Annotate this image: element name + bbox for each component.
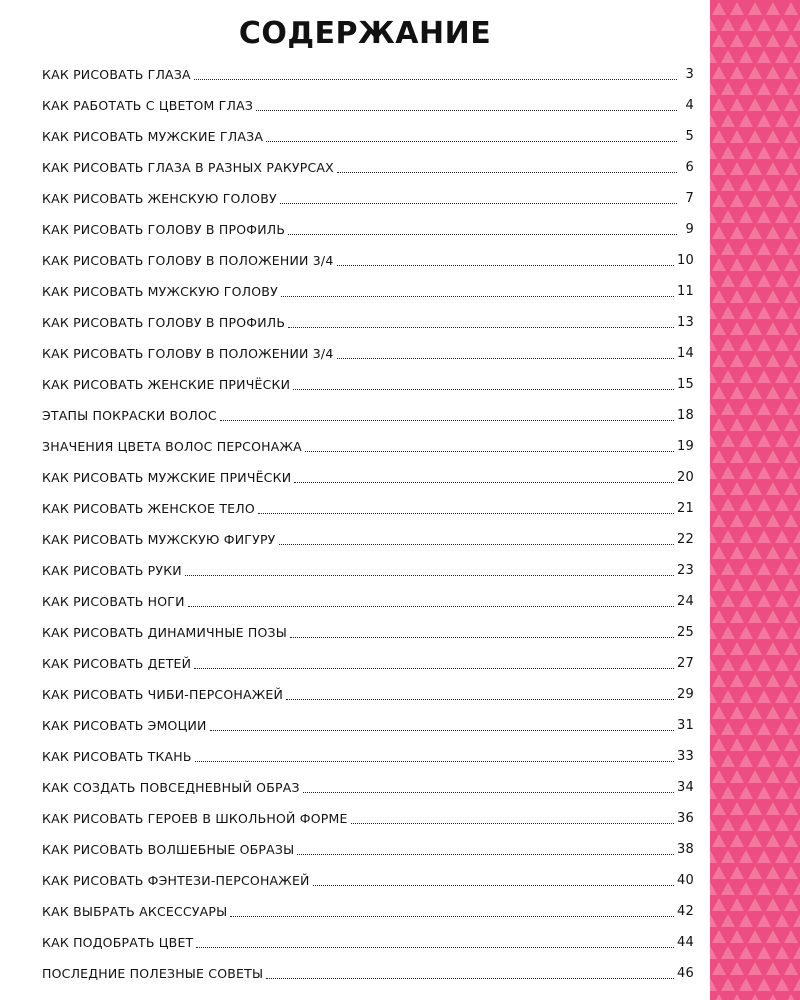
toc-entry[interactable]	[42, 150, 694, 181]
toc-entry-title: КАК РАБОТАТЬ С ЦВЕТОМ ГЛАЗ	[42, 98, 254, 113]
dot-leader	[351, 823, 674, 824]
dot-leader	[220, 420, 674, 421]
toc-entry-page-number: 21	[677, 501, 694, 516]
toc-entry[interactable]	[42, 305, 694, 336]
toc-entry-title: КАК РИСОВАТЬ ЖЕНСКОЕ ТЕЛО	[42, 501, 255, 516]
toc-entry-page-number: 20	[677, 470, 694, 485]
toc-entry-page-number: 4	[685, 98, 694, 113]
dot-leader	[286, 699, 674, 700]
toc-entry-page-number: 6	[685, 160, 694, 175]
toc-entry[interactable]	[42, 212, 694, 243]
dot-leader	[266, 141, 677, 142]
dot-leader	[210, 730, 674, 731]
toc-entry-page-number: 9	[685, 222, 694, 237]
dot-leader	[313, 885, 674, 886]
dot-leader	[194, 79, 677, 80]
dot-leader	[185, 575, 674, 576]
toc-entry-title: КАК РИСОВАТЬ МУЖСКИЕ ГЛАЗА	[42, 129, 264, 144]
toc-entry[interactable]	[42, 119, 694, 150]
toc-entry-page-number: 14	[677, 346, 694, 361]
toc-entry[interactable]	[42, 925, 694, 956]
toc-entry-page-number: 10	[677, 253, 694, 268]
toc-entry[interactable]	[42, 553, 694, 584]
toc-entry-title: КАК РИСОВАТЬ ГЛАЗА	[42, 67, 191, 82]
toc-entry-page-number: 19	[677, 439, 694, 454]
dot-leader	[337, 358, 675, 359]
toc-entry-title: КАК РИСОВАТЬ ГОЛОВУ В ПОЛОЖЕНИИ 3/4	[42, 253, 334, 268]
toc-entry-page-number: 34	[677, 780, 694, 795]
page-title: СОДЕРЖАНИЕ	[238, 16, 492, 51]
toc-entry-title: ЭТАПЫ ПОКРАСКИ ВОЛОС	[42, 408, 217, 423]
toc-entry-page-number: 31	[677, 718, 694, 733]
toc-entry-page-number: 5	[685, 129, 694, 144]
toc-entry-title: КАК РИСОВАТЬ ФЭНТЕЗИ-ПЕРСОНАЖЕЙ	[42, 873, 310, 888]
toc-entry-title: ЗНАЧЕНИЯ ЦВЕТА ВОЛОС ПЕРСОНАЖА	[42, 439, 302, 454]
toc-entry[interactable]	[42, 429, 694, 460]
toc-entry-title: КАК РИСОВАТЬ РУКИ	[42, 563, 182, 578]
toc-entry[interactable]	[42, 57, 694, 88]
toc-entry-title: КАК РИСОВАТЬ ГОЛОВУ В ПОЛОЖЕНИИ 3/4	[42, 346, 334, 361]
triangle-pattern-icon	[710, 0, 800, 1000]
toc-entry-title: КАК РИСОВАТЬ МУЖСКУЮ ФИГУРУ	[42, 532, 276, 547]
toc-entry-title: КАК РИСОВАТЬ ТКАНЬ	[42, 749, 192, 764]
dot-leader	[337, 172, 677, 173]
dot-leader	[281, 296, 674, 297]
toc-entry[interactable]	[42, 88, 694, 119]
toc-entry[interactable]	[42, 491, 694, 522]
toc-entry-title: КАК РИСОВАТЬ ГОЛОВУ В ПРОФИЛЬ	[42, 222, 286, 237]
toc-entry[interactable]	[42, 460, 694, 491]
dot-leader	[293, 389, 674, 390]
dot-leader	[303, 792, 674, 793]
toc-entry-title: КАК ВЫБРАТЬ АКСЕССУАРЫ	[42, 904, 228, 919]
toc-entry-page-number: 15	[677, 377, 694, 392]
toc-entry-page-number: 18	[677, 408, 694, 423]
toc-entry-page-number: 7	[685, 191, 694, 206]
pattern-background	[710, 0, 800, 1000]
dot-leader	[288, 234, 677, 235]
dot-leader	[195, 761, 674, 762]
toc-entry-title: КАК РИСОВАТЬ ЖЕНСКИЕ ПРИЧЁСКИ	[42, 377, 291, 392]
table-of-contents	[42, 57, 694, 987]
toc-entry-page-number: 33	[677, 749, 694, 764]
toc-entry-page-number: 36	[677, 811, 694, 826]
dot-leader	[188, 606, 674, 607]
toc-entry-title: КАК ПОДОБРАТЬ ЦВЕТ	[42, 935, 194, 950]
toc-entry[interactable]	[42, 398, 694, 429]
dot-leader	[294, 482, 674, 483]
toc-entry-page-number: 3	[685, 67, 694, 82]
toc-entry[interactable]	[42, 615, 694, 646]
toc-entry-title: КАК РИСОВАТЬ ВОЛШЕБНЫЕ ОБРАЗЫ	[42, 842, 295, 857]
toc-entry-page-number: 11	[677, 284, 694, 299]
dot-leader	[279, 544, 675, 545]
toc-entry-page-number: 40	[677, 873, 694, 888]
toc-entry-title: КАК СОЗДАТЬ ПОВСЕДНЕВНЫЙ ОБРАЗ	[42, 780, 300, 795]
dot-leader	[290, 637, 674, 638]
toc-entry-title: КАК РИСОВАТЬ ЭМОЦИИ	[42, 718, 207, 733]
toc-entry-title: КАК РИСОВАТЬ ГЛАЗА В РАЗНЫХ РАКУРСАХ	[42, 160, 334, 175]
dot-leader	[266, 978, 674, 979]
dot-leader	[337, 265, 675, 266]
toc-entry-page-number: 27	[677, 656, 694, 671]
toc-entry-page-number: 46	[677, 966, 694, 981]
dot-leader	[305, 451, 674, 452]
toc-entry-title: КАК РИСОВАТЬ ДИНАМИЧНЫЕ ПОЗЫ	[42, 625, 287, 640]
toc-entry[interactable]	[42, 181, 694, 212]
dot-leader	[256, 110, 677, 111]
toc-entry[interactable]	[42, 274, 694, 305]
toc-entry-page-number: 29	[677, 687, 694, 702]
toc-entry-title: КАК РИСОВАТЬ МУЖСКУЮ ГОЛОВУ	[42, 284, 278, 299]
toc-entry[interactable]	[42, 801, 694, 832]
toc-entry-title: КАК РИСОВАТЬ НОГИ	[42, 594, 185, 609]
toc-entry-page-number: 23	[677, 563, 694, 578]
toc-entry-page-number: 25	[677, 625, 694, 640]
toc-entry[interactable]	[42, 243, 694, 274]
toc-entry-page-number: 44	[677, 935, 694, 950]
dot-leader	[230, 916, 674, 917]
toc-entry[interactable]	[42, 863, 694, 894]
toc-entry[interactable]	[42, 584, 694, 615]
dot-leader	[258, 513, 674, 514]
toc-entry-title: ПОСЛЕДНИЕ ПОЛЕЗНЫЕ СОВЕТЫ	[42, 966, 264, 981]
dot-leader	[297, 854, 674, 855]
toc-entry-title: КАК РИСОВАТЬ ГЕРОЕВ В ШКОЛЬНОЙ ФОРМЕ	[42, 811, 348, 826]
dot-leader	[280, 203, 677, 204]
toc-entry-title: КАК РИСОВАТЬ ЧИБИ-ПЕРСОНАЖЕЙ	[42, 687, 284, 702]
toc-entry[interactable]	[42, 367, 694, 398]
toc-entry[interactable]	[42, 739, 694, 770]
toc-entry-page-number: 13	[677, 315, 694, 330]
toc-entry[interactable]	[42, 956, 694, 987]
toc-entry[interactable]	[42, 522, 694, 553]
toc-entry-page-number: 24	[677, 594, 694, 609]
toc-entry[interactable]	[42, 677, 694, 708]
toc-entry-title: КАК РИСОВАТЬ МУЖСКИЕ ПРИЧЁСКИ	[42, 470, 292, 485]
toc-entry[interactable]	[42, 832, 694, 863]
toc-entry-title: КАК РИСОВАТЬ ЖЕНСКУЮ ГОЛОВУ	[42, 191, 277, 206]
dot-leader	[196, 947, 674, 948]
toc-entry-page-number: 22	[677, 532, 694, 547]
toc-entry[interactable]	[42, 336, 694, 367]
toc-entry[interactable]	[42, 894, 694, 925]
toc-entry-title: КАК РИСОВАТЬ ГОЛОВУ В ПРОФИЛЬ	[42, 315, 286, 330]
toc-entry[interactable]	[42, 646, 694, 677]
dot-leader	[194, 668, 674, 669]
toc-entry[interactable]	[42, 770, 694, 801]
dot-leader	[288, 327, 674, 328]
toc-entry-page-number: 42	[677, 904, 694, 919]
toc-entry-title: КАК РИСОВАТЬ ДЕТЕЙ	[42, 656, 192, 671]
toc-entry[interactable]	[42, 708, 694, 739]
toc-entry-page-number: 38	[677, 842, 694, 857]
